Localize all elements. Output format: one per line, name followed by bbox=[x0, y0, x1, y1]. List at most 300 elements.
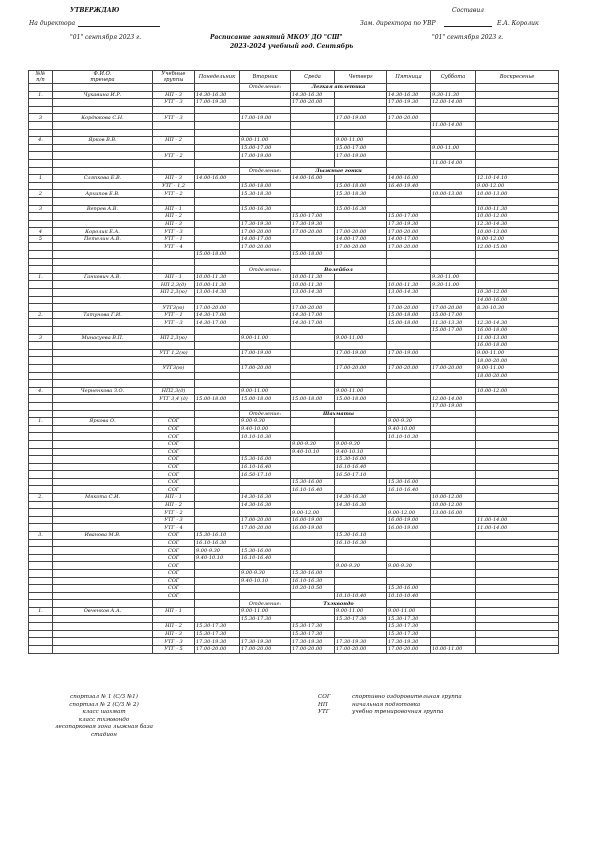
group-cell: СОГ bbox=[153, 433, 195, 441]
legend-location-item: стадион bbox=[91, 731, 117, 738]
trainer-name bbox=[53, 296, 153, 304]
time-cell bbox=[476, 273, 559, 281]
time-cell bbox=[476, 129, 559, 137]
time-cell bbox=[335, 554, 387, 562]
time-cell bbox=[335, 121, 387, 129]
time-cell bbox=[335, 547, 387, 555]
table-row bbox=[29, 615, 559, 623]
row-number bbox=[29, 478, 53, 486]
time-cell: 9.40-10.00 bbox=[240, 425, 291, 433]
time-cell bbox=[291, 532, 335, 540]
table-cell bbox=[153, 167, 195, 175]
trainer-name: Ганкевич А.В. bbox=[53, 273, 153, 281]
time-cell bbox=[476, 607, 559, 615]
time-cell bbox=[431, 577, 476, 585]
time-cell: 13.00-14.30 bbox=[387, 289, 431, 297]
time-cell bbox=[387, 159, 431, 167]
row-number bbox=[29, 577, 53, 585]
section-row bbox=[29, 84, 559, 92]
trainer-name bbox=[53, 243, 153, 251]
trainer-name bbox=[53, 539, 153, 547]
trainer-name bbox=[53, 319, 153, 327]
time-cell bbox=[335, 197, 387, 205]
time-cell bbox=[387, 342, 431, 350]
time-cell: 9.00-11.00 bbox=[335, 137, 387, 145]
time-cell bbox=[476, 570, 559, 578]
time-cell bbox=[431, 251, 476, 259]
time-cell bbox=[240, 159, 291, 167]
row-number: 3 bbox=[29, 114, 53, 122]
row-number bbox=[29, 296, 53, 304]
time-cell bbox=[335, 509, 387, 517]
time-cell: 15.00-18.00 bbox=[240, 395, 291, 403]
legend-abbreviations bbox=[318, 694, 331, 717]
time-cell: 11.30-13.30 bbox=[431, 319, 476, 327]
trainer-name bbox=[53, 106, 153, 114]
row-number: 2. bbox=[29, 494, 53, 502]
table-cell bbox=[387, 84, 431, 92]
section-row bbox=[29, 410, 559, 418]
group-cell: СОГ bbox=[153, 425, 195, 433]
time-cell bbox=[431, 334, 476, 342]
time-cell bbox=[291, 615, 335, 623]
time-cell: 9.30-11.00 bbox=[431, 273, 476, 281]
trainer-name: Иванова М.В. bbox=[53, 532, 153, 540]
time-cell bbox=[335, 425, 387, 433]
table-row bbox=[29, 554, 559, 562]
table-row bbox=[29, 235, 559, 243]
trainer-name: Вепрев А.В. bbox=[53, 205, 153, 213]
trainer-name bbox=[53, 213, 153, 221]
time-cell bbox=[387, 539, 431, 547]
row-number: 1. bbox=[29, 273, 53, 281]
trainer-name bbox=[53, 577, 153, 585]
row-number bbox=[29, 258, 53, 266]
time-cell bbox=[335, 516, 387, 524]
col-fio: Ф.И.О. тренера bbox=[53, 71, 153, 84]
group-cell: НП - 2 bbox=[153, 623, 195, 631]
group-cell: УТГ - 4 bbox=[153, 243, 195, 251]
time-cell bbox=[387, 144, 431, 152]
time-cell bbox=[431, 607, 476, 615]
time-cell bbox=[431, 562, 476, 570]
time-cell bbox=[431, 220, 476, 228]
time-cell bbox=[195, 152, 240, 160]
time-cell: 15.00-18.00 bbox=[291, 251, 335, 259]
time-cell bbox=[195, 380, 240, 388]
time-cell bbox=[431, 516, 476, 524]
time-cell: 10.00-11.30 bbox=[291, 273, 335, 281]
trainer-name bbox=[53, 99, 153, 107]
table-row bbox=[29, 645, 559, 653]
row-number bbox=[29, 319, 53, 327]
table-row bbox=[29, 182, 559, 190]
time-cell: 9.00-11.00 bbox=[240, 137, 291, 145]
section-name-text: Шахматы bbox=[323, 410, 354, 417]
time-cell: 15.30-16.00 bbox=[335, 456, 387, 464]
deputy-signature-line bbox=[444, 26, 492, 27]
time-cell bbox=[387, 577, 431, 585]
time-cell bbox=[431, 532, 476, 540]
section-name bbox=[291, 266, 387, 274]
row-number: 1. bbox=[29, 418, 53, 426]
time-cell bbox=[387, 357, 431, 365]
row-number bbox=[29, 372, 53, 380]
table-row bbox=[29, 471, 559, 479]
table-row bbox=[29, 494, 559, 502]
group-cell: НП2,3(д) bbox=[153, 387, 195, 395]
trainer-name bbox=[53, 364, 153, 372]
table-row bbox=[29, 592, 559, 600]
time-cell bbox=[240, 129, 291, 137]
trainer-name: Овченков А.А. bbox=[53, 607, 153, 615]
trainer-name bbox=[53, 258, 153, 266]
time-cell bbox=[476, 456, 559, 464]
time-cell: 16.00-19.00 bbox=[387, 516, 431, 524]
time-cell: 17.00-20.00 bbox=[291, 304, 335, 312]
time-cell: 9.00-12.00 bbox=[291, 509, 335, 517]
table-cell bbox=[29, 167, 53, 175]
group-cell bbox=[153, 121, 195, 129]
time-cell: 9.40-10.10 bbox=[335, 448, 387, 456]
group-cell bbox=[153, 129, 195, 137]
time-cell: 14.30-16.30 bbox=[335, 494, 387, 502]
time-cell bbox=[335, 478, 387, 486]
time-cell bbox=[291, 197, 335, 205]
time-cell bbox=[387, 463, 431, 471]
school-year: 2023-2024 учебный год. Сентябрь bbox=[230, 43, 354, 50]
row-number bbox=[29, 213, 53, 221]
time-cell bbox=[335, 372, 387, 380]
time-cell bbox=[195, 486, 240, 494]
time-cell: 14.30-17.00 bbox=[291, 311, 335, 319]
trainer-name bbox=[53, 448, 153, 456]
time-cell: 15.30-16.00 bbox=[240, 547, 291, 555]
table-row bbox=[29, 607, 559, 615]
time-cell: 9.00-12.00 bbox=[476, 235, 559, 243]
trainer-name bbox=[53, 342, 153, 350]
time-cell: 17.00-19.00 bbox=[387, 349, 431, 357]
time-cell bbox=[195, 372, 240, 380]
group-cell: СОГ bbox=[153, 547, 195, 555]
time-cell bbox=[291, 327, 335, 335]
time-cell: 14.30-17.00 bbox=[291, 319, 335, 327]
trainer-name bbox=[53, 547, 153, 555]
time-cell: 17.00-20.00 bbox=[335, 243, 387, 251]
time-cell bbox=[387, 129, 431, 137]
time-cell: 15.30-18.30 bbox=[240, 190, 291, 198]
time-cell: 17.00-19.30 bbox=[195, 99, 240, 107]
table-cell bbox=[53, 410, 153, 418]
time-cell: 9.00-12.00 bbox=[387, 509, 431, 517]
row-number bbox=[29, 554, 53, 562]
group-cell bbox=[153, 197, 195, 205]
row-number bbox=[29, 380, 53, 388]
time-cell bbox=[195, 524, 240, 532]
group-cell: УТГ3(ю) bbox=[153, 364, 195, 372]
col-num: №№ п/п bbox=[29, 71, 53, 84]
trainer-name bbox=[53, 463, 153, 471]
table-row bbox=[29, 509, 559, 517]
time-cell bbox=[431, 258, 476, 266]
row-number bbox=[29, 645, 53, 653]
time-cell bbox=[387, 387, 431, 395]
time-cell: 17.00-20.00 bbox=[240, 524, 291, 532]
time-cell bbox=[291, 463, 335, 471]
time-cell bbox=[240, 440, 291, 448]
table-cell bbox=[387, 600, 431, 608]
time-cell: 9.00-11.00 bbox=[335, 607, 387, 615]
time-cell: 17.30-19.30 bbox=[240, 638, 291, 646]
time-cell: 16.10-16.40 bbox=[240, 463, 291, 471]
time-cell: 14.30-16.30 bbox=[240, 501, 291, 509]
table-row bbox=[29, 380, 559, 388]
table-row bbox=[29, 478, 559, 486]
table-row bbox=[29, 433, 559, 441]
time-cell: 15.00-18.00 bbox=[387, 311, 431, 319]
time-cell: 17.30-19.30 bbox=[387, 638, 431, 646]
time-cell: 17.00-19.00 bbox=[431, 402, 476, 410]
time-cell bbox=[335, 296, 387, 304]
time-cell bbox=[335, 486, 387, 494]
time-cell: 14.30-16.30 bbox=[240, 494, 291, 502]
time-cell: 17.00-20.00 bbox=[195, 645, 240, 653]
group-cell: УТГ - 5 bbox=[153, 645, 195, 653]
time-cell bbox=[431, 228, 476, 236]
group-cell bbox=[153, 327, 195, 335]
time-cell bbox=[240, 304, 291, 312]
time-cell bbox=[195, 471, 240, 479]
time-cell: 9.00-9.30 bbox=[240, 570, 291, 578]
time-cell bbox=[240, 281, 291, 289]
time-cell bbox=[195, 327, 240, 335]
time-cell bbox=[476, 585, 559, 593]
time-cell: 15.00-18.00 bbox=[335, 395, 387, 403]
time-cell: 9.00-11.00 bbox=[240, 334, 291, 342]
time-cell bbox=[195, 592, 240, 600]
group-cell: УТГ - 1 bbox=[153, 235, 195, 243]
row-number bbox=[29, 425, 53, 433]
time-cell bbox=[195, 418, 240, 426]
time-cell: 9.00-9.30 bbox=[240, 418, 291, 426]
time-cell: 9.00-11.00 bbox=[240, 607, 291, 615]
time-cell: 15.00-17.00 bbox=[335, 144, 387, 152]
time-cell bbox=[476, 311, 559, 319]
time-cell bbox=[431, 380, 476, 388]
time-cell bbox=[476, 144, 559, 152]
time-cell bbox=[195, 235, 240, 243]
time-cell bbox=[335, 433, 387, 441]
trainer-name: Черненкова З.О. bbox=[53, 387, 153, 395]
table-row bbox=[29, 638, 559, 646]
time-cell: 15.30-16.00 bbox=[387, 478, 431, 486]
trainer-name: Королик Е.А. bbox=[53, 228, 153, 236]
time-cell: 15.30-16.10 bbox=[335, 532, 387, 540]
table-cell bbox=[153, 266, 195, 274]
trainer-name bbox=[53, 623, 153, 631]
time-cell: 9.00-9.30 bbox=[387, 418, 431, 426]
time-cell: 11.00-14.00 bbox=[476, 516, 559, 524]
table-row bbox=[29, 190, 559, 198]
time-cell bbox=[291, 592, 335, 600]
time-cell: 12.30-14.30 bbox=[476, 319, 559, 327]
row-number bbox=[29, 486, 53, 494]
group-cell: СОГ bbox=[153, 585, 195, 593]
group-cell: УТГ - 1 bbox=[153, 311, 195, 319]
row-number: 2 bbox=[29, 190, 53, 198]
time-cell bbox=[195, 205, 240, 213]
group-cell bbox=[153, 106, 195, 114]
time-cell: 10.10-10.30 bbox=[240, 433, 291, 441]
table-row bbox=[29, 121, 559, 129]
time-cell bbox=[291, 349, 335, 357]
time-cell bbox=[431, 235, 476, 243]
time-cell bbox=[476, 630, 559, 638]
trainer-name bbox=[53, 486, 153, 494]
time-cell bbox=[335, 91, 387, 99]
time-cell bbox=[335, 577, 387, 585]
time-cell: 10.00-12.00 bbox=[476, 387, 559, 395]
time-cell: 17.00-20.00 bbox=[335, 228, 387, 236]
col-tue: Вторник bbox=[240, 71, 291, 84]
time-cell bbox=[240, 319, 291, 327]
time-cell bbox=[291, 471, 335, 479]
time-cell bbox=[431, 296, 476, 304]
trainer-name bbox=[53, 585, 153, 593]
col-sat: Суббота bbox=[431, 71, 476, 84]
time-cell bbox=[387, 372, 431, 380]
time-cell bbox=[335, 281, 387, 289]
section-label: Отделение: bbox=[240, 410, 291, 418]
trainer-name bbox=[53, 380, 153, 388]
director-label: На директора bbox=[29, 20, 76, 27]
time-cell bbox=[387, 554, 431, 562]
time-cell: 17.00-20.00 bbox=[240, 364, 291, 372]
time-cell bbox=[387, 380, 431, 388]
group-cell bbox=[153, 258, 195, 266]
group-cell bbox=[153, 357, 195, 365]
table-row bbox=[29, 304, 559, 312]
deputy-name: Е.А. Королик bbox=[497, 20, 539, 27]
row-number bbox=[29, 327, 53, 335]
time-cell: 9.30-11.30 bbox=[431, 91, 476, 99]
time-cell bbox=[240, 372, 291, 380]
time-cell: 10.30-12.00 bbox=[476, 289, 559, 297]
row-number bbox=[29, 471, 53, 479]
trainer-name: Ярков В.В. bbox=[53, 137, 153, 145]
row-number bbox=[29, 357, 53, 365]
table-cell bbox=[53, 266, 153, 274]
trainer-name bbox=[53, 562, 153, 570]
time-cell: 9.40-10.10 bbox=[195, 554, 240, 562]
table-row bbox=[29, 395, 559, 403]
table-row bbox=[29, 425, 559, 433]
section-label: Отделение: bbox=[240, 600, 291, 608]
table-row bbox=[29, 623, 559, 631]
time-cell bbox=[291, 190, 335, 198]
table-cell bbox=[431, 600, 476, 608]
col-fri: Пятница bbox=[387, 71, 431, 84]
time-cell: 17.00-19.30 bbox=[387, 99, 431, 107]
table-row bbox=[29, 364, 559, 372]
group-cell: УТГ - 3 bbox=[153, 638, 195, 646]
table-cell bbox=[387, 167, 431, 175]
time-cell bbox=[476, 137, 559, 145]
group-cell bbox=[153, 251, 195, 259]
time-cell bbox=[195, 448, 240, 456]
group-cell: НП 2,3(ю) bbox=[153, 289, 195, 297]
time-cell bbox=[195, 190, 240, 198]
time-cell: 17.00-20.00 bbox=[387, 364, 431, 372]
col-sun: Воскресенье bbox=[476, 71, 559, 84]
table-row bbox=[29, 281, 559, 289]
time-cell: 15.30-17.30 bbox=[240, 615, 291, 623]
trainer-name bbox=[53, 159, 153, 167]
group-cell: СОГ bbox=[153, 562, 195, 570]
time-cell: 10.00-11.30 bbox=[476, 205, 559, 213]
table-row bbox=[29, 175, 559, 183]
row-number bbox=[29, 121, 53, 129]
time-cell: 17.00-19.00 bbox=[240, 349, 291, 357]
time-cell: 15.30-17.30 bbox=[291, 623, 335, 631]
time-cell bbox=[431, 182, 476, 190]
table-cell bbox=[195, 410, 240, 418]
time-cell bbox=[291, 258, 335, 266]
table-cell bbox=[153, 84, 195, 92]
time-cell bbox=[431, 387, 476, 395]
row-number bbox=[29, 251, 53, 259]
row-number bbox=[29, 440, 53, 448]
time-cell: 12.00-14.00 bbox=[431, 99, 476, 107]
time-cell: 17.00-19.00 bbox=[335, 349, 387, 357]
group-cell: СОГ bbox=[153, 478, 195, 486]
table-row bbox=[29, 570, 559, 578]
time-cell bbox=[291, 106, 335, 114]
time-cell bbox=[195, 433, 240, 441]
table-cell bbox=[195, 84, 240, 92]
section-name bbox=[291, 410, 387, 418]
row-number bbox=[29, 623, 53, 631]
time-cell bbox=[335, 570, 387, 578]
time-cell bbox=[335, 106, 387, 114]
time-cell: 11.00-14.00 bbox=[431, 121, 476, 129]
table-cell bbox=[153, 410, 195, 418]
table-row bbox=[29, 585, 559, 593]
time-cell bbox=[195, 228, 240, 236]
time-cell bbox=[291, 547, 335, 555]
trainer-name: Татунова Г.И. bbox=[53, 311, 153, 319]
time-cell bbox=[387, 327, 431, 335]
time-cell bbox=[335, 327, 387, 335]
time-cell: 13.00-14.30 bbox=[291, 289, 335, 297]
time-cell bbox=[195, 129, 240, 137]
time-cell: 15.30-17.30 bbox=[195, 623, 240, 631]
table-row bbox=[29, 114, 559, 122]
trainer-name bbox=[53, 471, 153, 479]
time-cell: 16.00-19.00 bbox=[387, 524, 431, 532]
time-cell: 16.10-16.40 bbox=[387, 486, 431, 494]
trainer-name: Петелин А.В. bbox=[53, 235, 153, 243]
time-cell bbox=[476, 114, 559, 122]
time-cell: 17.30-19.30 bbox=[387, 220, 431, 228]
time-cell bbox=[476, 486, 559, 494]
group-cell: УТГ - 3 bbox=[153, 228, 195, 236]
time-cell: 9.00-9.30 bbox=[195, 547, 240, 555]
time-cell bbox=[431, 524, 476, 532]
time-cell bbox=[431, 289, 476, 297]
time-cell: 9.40-10.10 bbox=[240, 577, 291, 585]
group-cell: УТГ 1,2(ю) bbox=[153, 349, 195, 357]
